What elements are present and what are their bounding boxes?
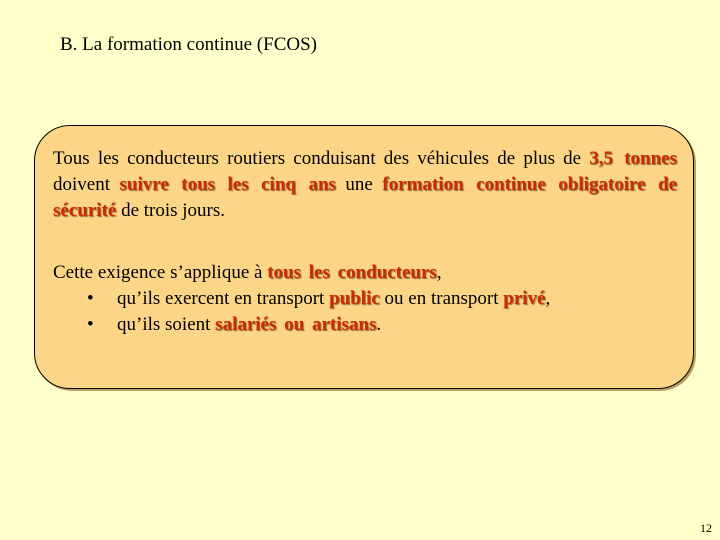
scope-intro <box>53 260 677 286</box>
paragraph-scope <box>53 260 677 338</box>
highlight-status: salariés ou artisans <box>215 314 377 335</box>
text: , <box>545 288 551 309</box>
highlight-training: formation continue obligatoire de sécurité <box>53 174 678 221</box>
highlight-weight: 3,5 tonnes <box>589 148 677 169</box>
slide-title: B. La formation continue (FCOS) <box>60 34 317 55</box>
page-number: 12 <box>700 521 712 535</box>
text: . <box>376 314 382 335</box>
text: de trois jours. <box>116 200 226 221</box>
text: qu’ils soient <box>117 314 216 335</box>
bullet-icon: • <box>87 314 94 335</box>
highlight-public: public <box>329 288 380 309</box>
info-box <box>34 125 694 389</box>
text: qu’ils exercent en transport <box>117 288 330 309</box>
text: ou en transport <box>379 288 504 309</box>
highlight-all-drivers: tous les conducteurs <box>267 262 437 283</box>
text: Cette exigence s’applique à <box>53 262 268 283</box>
bullet-icon: • <box>87 288 94 309</box>
text: Tous les conducteurs routiers conduisant des véhicules de plus de <box>53 148 590 169</box>
list-item <box>53 286 677 312</box>
text: une <box>335 174 383 195</box>
paragraph-requirement <box>53 146 677 224</box>
highlight-private: privé <box>503 288 546 309</box>
text: , <box>436 262 442 283</box>
highlight-frequency: suivre tous les cinq ans <box>119 174 336 195</box>
text: doivent <box>53 174 120 195</box>
list-item <box>53 312 677 338</box>
